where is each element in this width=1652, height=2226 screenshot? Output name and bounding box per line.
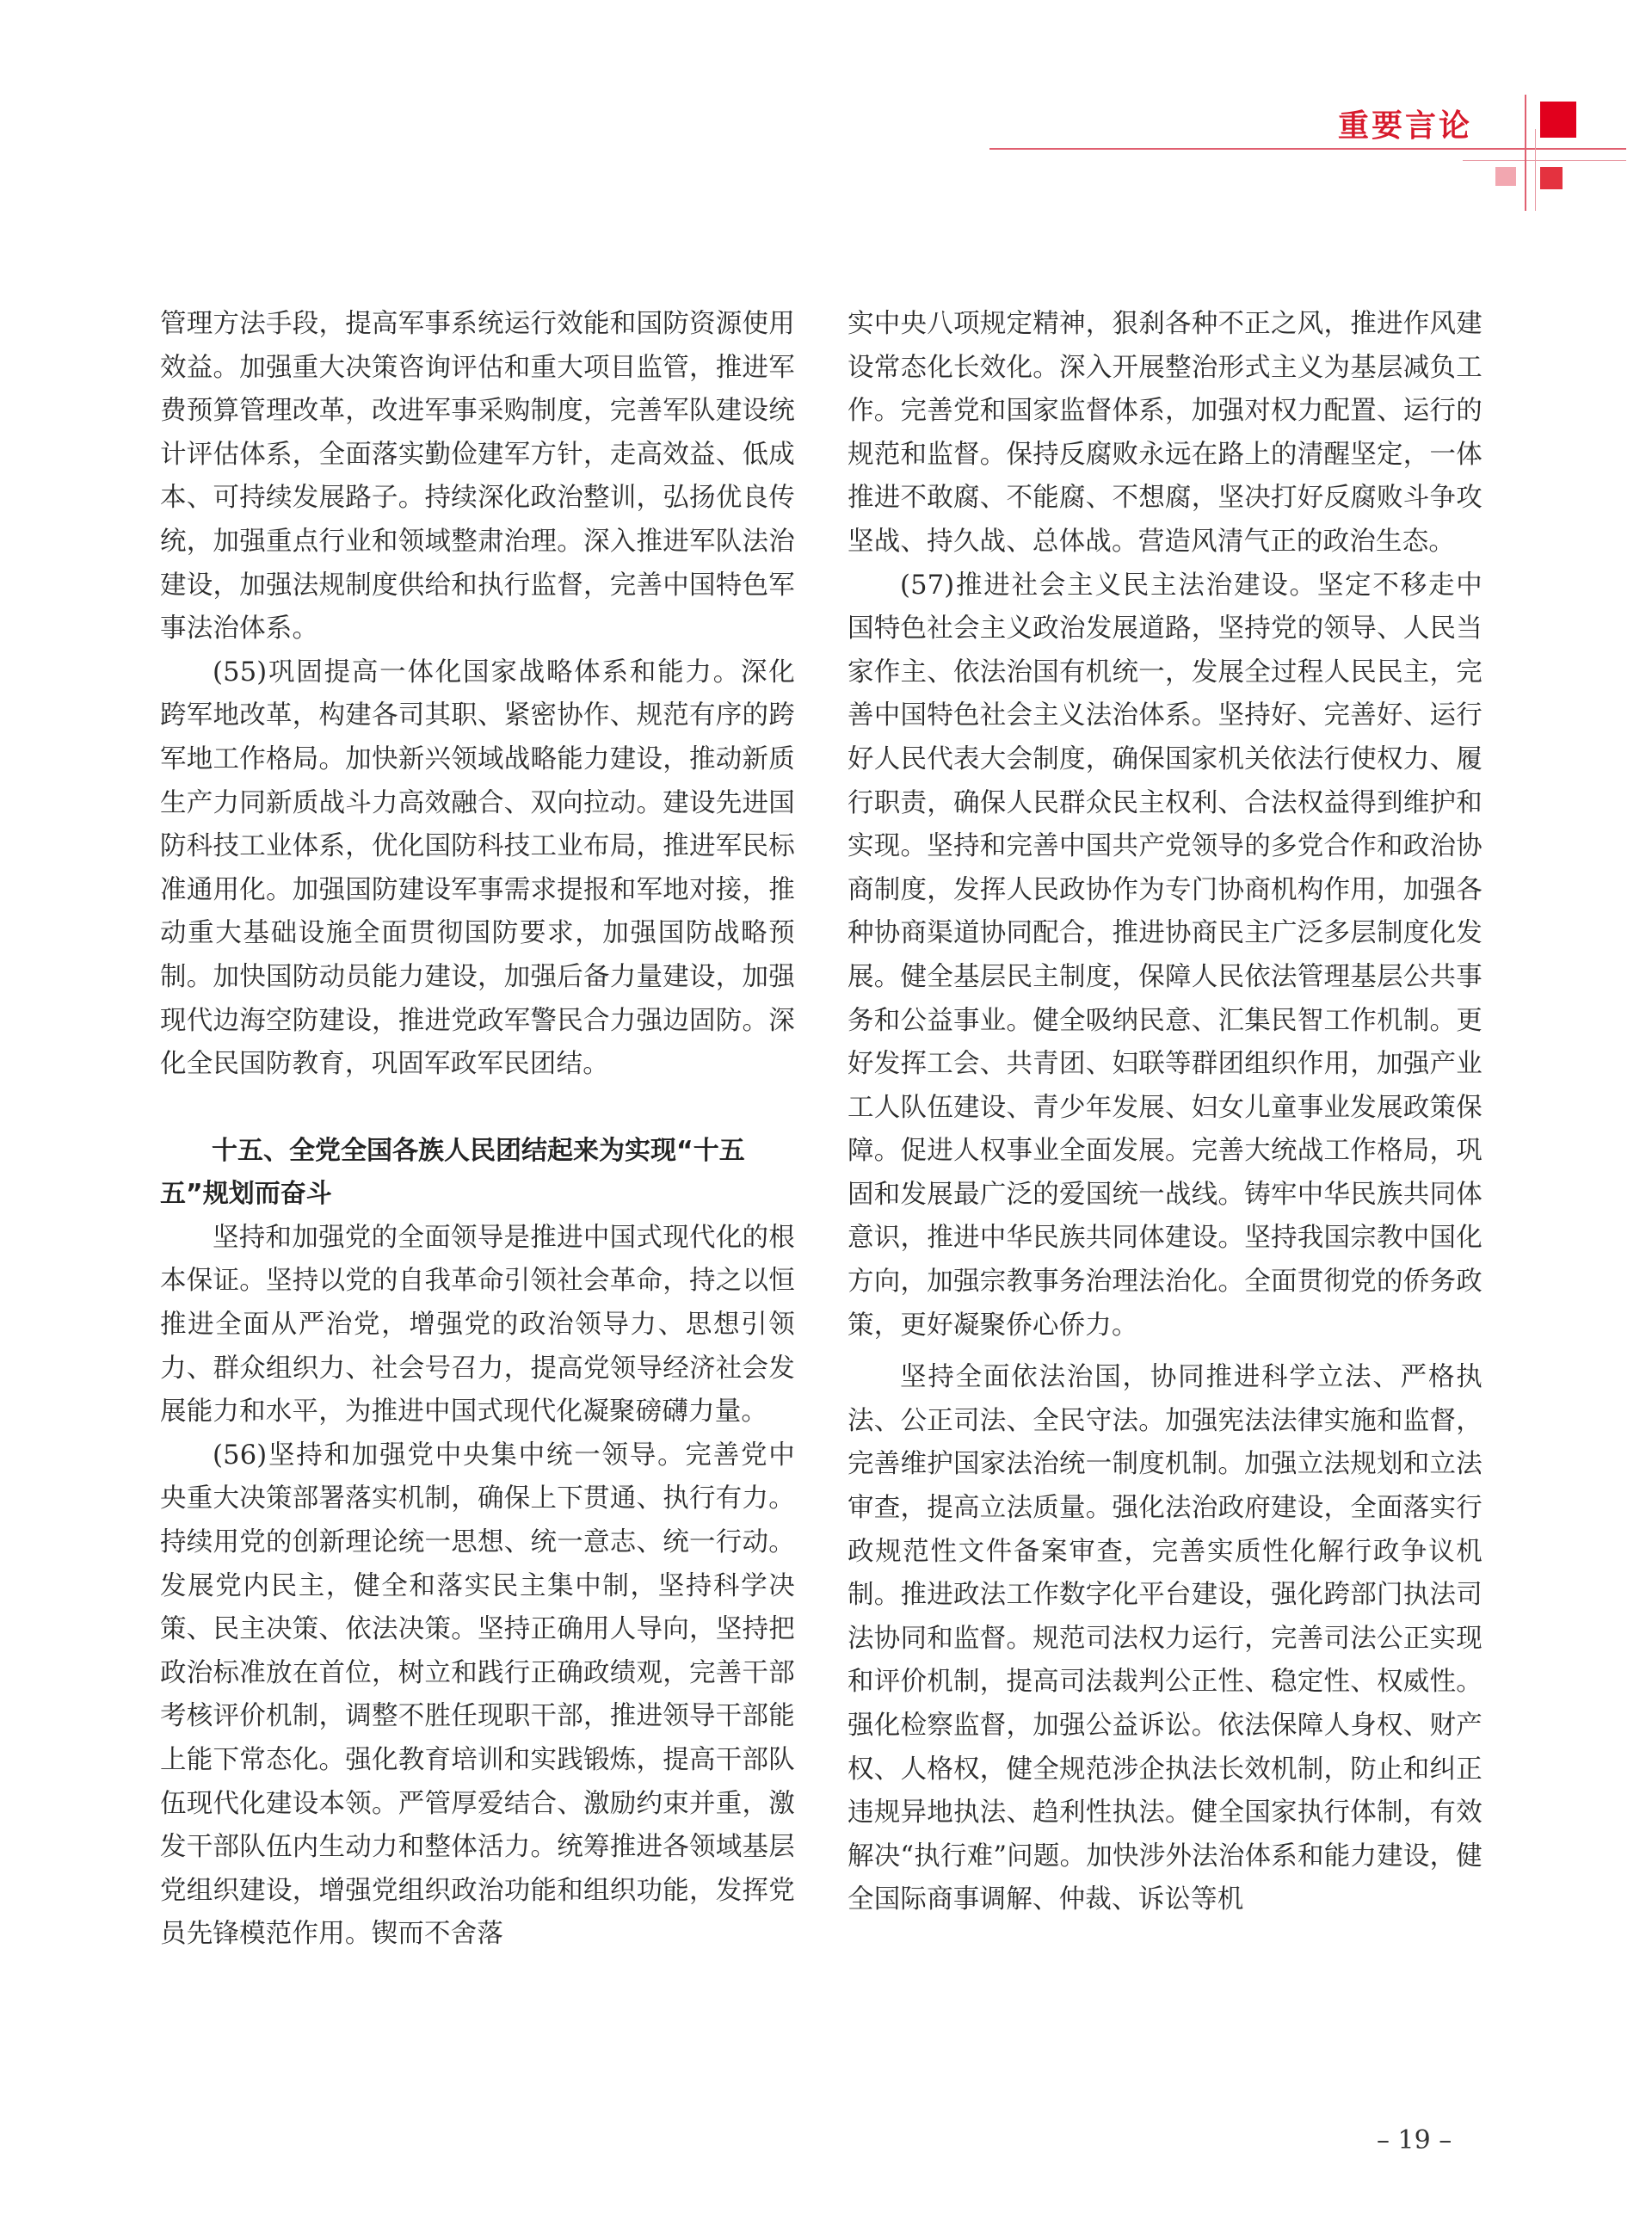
small-red-square-decoration [1540, 167, 1563, 189]
red-square-decoration [1540, 102, 1576, 138]
left-column [160, 303, 795, 1957]
paragraph: 管理方法手段，提高军事系统运行效能和国防资源使用效益。加强重大决策咨询评估和重大项目监管，推进军费预算管理改革，改进军事采购制度，完善军队建设统计评估体系，全面落实勤俭建军方针，走高效益、低成本、可持续发展路子。持续深化政治整训，弘扬优良传统，加强重点行业和领域整肃治理。深入推进军队法治建设，加强法规制度供给和执行监督，完善中国特色军事法治体系。 [160, 309, 795, 644]
paragraph: (56)坚持和加强党中央集中统一领导。完善党中央重大决策部署落实机制，确保上下贯通、执行有力。持续用党的创新理论统一思想、统一意志、统一行动。发展党内民主，健全和落实民主集中制，坚持科学决策、民主决策、依法决策。坚持正确用人导向，坚持把政治标准放在首位，树立和践行正确政绩观，完善干部考核评价机制，调整不胜任现职干部，推进领导干部能上能下常态化。强化教育培训和实践锻炼，提高干部队伍现代化建设本领。严管厚爱结合、激励约束并重，激发干部队伍内生动力和整体活力。统筹推进各领域基层党组织建设，增强党组织政治功能和组织功能，发挥党员先锋模范作用。锲而不舍落 [160, 1440, 795, 1950]
header-rule [989, 148, 1626, 150]
page-number: – 19 – [1377, 2125, 1452, 2155]
header-vertical-rule-thin [1535, 129, 1536, 211]
section-heading: 十五、全党全国各族人民团结起来为实现“十五五”规划而奋斗 [160, 1135, 745, 1210]
paragraph: 坚持全面依法治国，协同推进科学立法、严格执法、公正司法、全民守法。加强宪法法律实施和监督，完善维护国家法治统一制度机制。加强立法规划和立法审查，提高立法质量。强化法治政府建设，全面落实行政规范性文件备案审查，完善实质性化解行政争议机制。推进政法工作数字化平台建设，强化跨部门执法司法协同和监督。规范司法权力运行，完善司法公正实现和评价机制，提高司法裁判公正性、稳定性、权威性。强化检察监督，加强公益诉讼。依法保障人身权、财产权、人格权，健全规范涉企执法长效机制，防止和纠正违规异地执法、趋利性执法。健全国家执行体制，有效解决“执行难”问题。加快涉外法治体系和能力建设，健全国际商事调解、仲裁、诉讼等机 [848, 1362, 1482, 1915]
spacer [160, 1087, 795, 1130]
section-title: 重要言论 [1338, 108, 1473, 144]
paragraph: 实中央八项规定精神，狠刹各种不正之风，推进作风建设常态化长效化。深入开展整治形式主义为基层减负工作。完善党和国家监督体系，加强对权力配置、运行的规范和监督。保持反腐败永远在路上的清醒坚定，一体推进不敢腐、不能腐、不想腐，坚决打好反腐败斗争攻坚战、持久战、总体战。营造风清气正的政治生态。 [848, 309, 1482, 557]
paragraph: (55)巩固提高一体化国家战略体系和能力。深化跨军地改革，构建各司其职、紧密协作、规范有序的跨军地工作格局。加快新兴领域战略能力建设，推动新质生产力同新质战斗力高效融合、双向拉动。建设先进国防科技工业体系，优化国防科技工业布局，推进军民标准通用化。加强国防建设军事需求提报和军地对接，推动重大基础设施全面贯彻国防要求，加强国防战略预制。加快国防动员能力建设，加强后备力量建设，加强现代边海空防建设，推进党政军警民合力强边固防。深化全民国防教育，巩固军政军民团结。 [160, 657, 795, 1080]
paragraph: (57)推进社会主义民主法治建设。坚定不移走中国特色社会主义政治发展道路，坚持党的领导、人民当家作主、依法治国有机统一，发展全过程人民民主，完善中国特色社会主义法治体系。坚持好、完善好、运行好人民代表大会制度，确保国家机关依法行使权力、履行职责，确保人民群众民主权利、合法权益得到维护和实现。坚持和完善中国共产党领导的多党合作和政治协商制度，发挥人民政协作为专门协商机构作用，加强各种协商渠道协同配合，推进协商民主广泛多层制度化发展。健全基层民主制度，保障人民依法管理基层公共事务和公益事业。健全吸纳民意、汇集民智工作机制。更好发挥工会、共青团、妇联等群团组织作用，加强产业工人队伍建设、青少年发展、妇女儿童事业发展政策保障。促进人权事业全面发展。完善大统战工作格局，巩固和发展最广泛的爱国统一战线。铸牢中华民族共同体意识，推进中华民族共同体建设。坚持我国宗教中国化方向，加强宗教事务治理法治化。全面贯彻党的侨务政策，更好凝聚侨心侨力。 [848, 570, 1482, 1341]
header-rule-thin [1463, 160, 1626, 161]
right-column [848, 303, 1482, 1922]
spacer [848, 1347, 1482, 1356]
header-vertical-rule [1525, 95, 1526, 211]
pink-square-decoration [1495, 167, 1516, 186]
paragraph: 坚持和加强党的全面领导是推进中国式现代化的根本保证。坚持以党的自我革命引领社会革命，持之以恒推进全面从严治党，增强党的政治领导力、思想引领力、群众组织力、社会号召力，提高党领导经济社会发展能力和水平，为推进中国式现代化凝聚磅礴力量。 [160, 1222, 795, 1427]
